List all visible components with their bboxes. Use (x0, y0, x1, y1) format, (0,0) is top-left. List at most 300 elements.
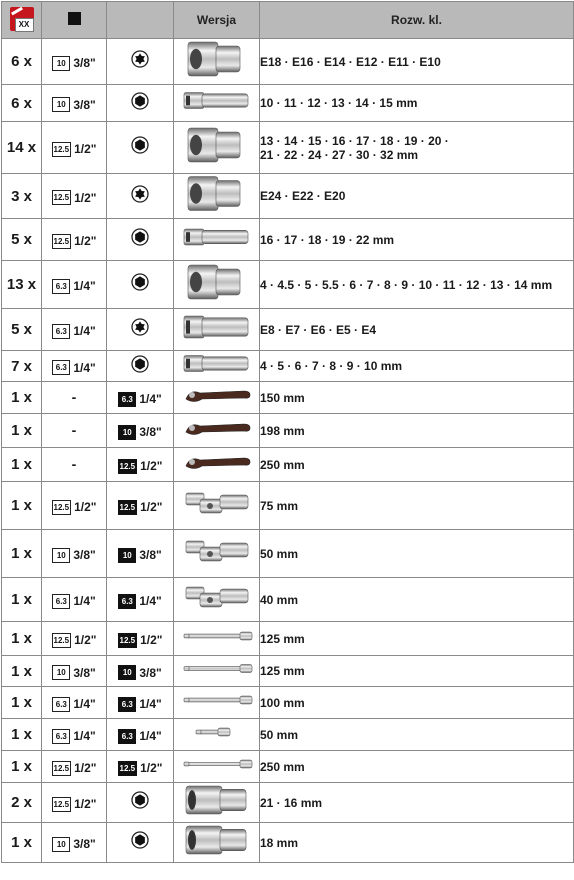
drive-cell (42, 448, 107, 482)
version-cell (174, 39, 260, 85)
table-row (2, 656, 574, 687)
drive-size-inch: 3/8" (73, 548, 96, 562)
quantity-value: 6 x (11, 53, 32, 70)
drive-size-badge (52, 142, 97, 157)
quantity-value: 14 x (6, 139, 37, 156)
size-range-text: 250 mm (260, 457, 305, 472)
extension-image (180, 688, 254, 712)
quantity-value: 1 x (11, 726, 32, 743)
drive-cell (42, 751, 107, 783)
version-cell (174, 309, 260, 351)
qty-cell (2, 174, 42, 219)
drive-size-inch: 1/4" (73, 324, 96, 338)
drive-size-mm: 10 (52, 548, 70, 563)
size-range-text: 125 mm (260, 631, 305, 646)
type-cell (107, 309, 174, 351)
extension-long-image (180, 752, 254, 776)
size-range-text: E24 · E22 · E20 (260, 189, 346, 203)
type-cell (107, 530, 174, 578)
quantity-value: 1 x (11, 694, 32, 711)
sizes-cell (260, 351, 574, 382)
size-range-text: 198 mm (260, 423, 305, 438)
table-row (2, 622, 574, 656)
sizes-cell (260, 414, 574, 448)
sizes-cell (260, 448, 574, 482)
sizes-cell (260, 122, 574, 174)
drive-size-badge (52, 697, 95, 712)
sizes-cell (260, 751, 574, 783)
output-drive-badge (118, 425, 161, 440)
output-drive-badge (118, 729, 161, 744)
drive-size-mm: 10 (118, 425, 136, 440)
not-applicable-dash: - (71, 421, 77, 438)
version-cell (174, 823, 260, 863)
qty-cell (2, 122, 42, 174)
sizes-cell (260, 687, 574, 719)
torx-profile-icon (131, 318, 149, 336)
qty-cell (2, 578, 42, 622)
qty-cell (2, 351, 42, 382)
type-cell (107, 622, 174, 656)
table-row (2, 578, 574, 622)
drive-size-mm: 10 (52, 97, 70, 112)
drive-size-mm: 12.5 (52, 142, 72, 157)
type-cell (107, 85, 174, 122)
qty-cell (2, 622, 42, 656)
version-cell (174, 578, 260, 622)
drive-size-badge (52, 324, 95, 339)
drive-size-inch: 1/2" (140, 761, 163, 775)
table-row (2, 823, 574, 863)
drive-size-badge (52, 190, 97, 205)
qty-cell (2, 656, 42, 687)
drive-size-inch: 1/2" (140, 500, 163, 514)
quantity-value: 13 x (6, 276, 37, 293)
qty-cell (2, 719, 42, 751)
hex-profile-icon (131, 831, 149, 849)
drive-size-mm: 6.3 (118, 697, 136, 712)
version-cell (174, 219, 260, 261)
sizes-cell (260, 261, 574, 309)
header-type-cell (107, 2, 174, 39)
header-version: Wersja (174, 2, 260, 39)
header-drive-cell (42, 2, 107, 39)
torx-profile-icon (131, 185, 149, 203)
quantity-value: 1 x (11, 545, 32, 562)
drive-size-inch: 1/2" (74, 234, 97, 248)
sizes-cell (260, 482, 574, 530)
type-cell (107, 219, 174, 261)
ujoint-image (180, 531, 254, 571)
table-row (2, 530, 574, 578)
drive-size-mm: 12.5 (118, 459, 138, 474)
quantity-value: 1 x (11, 834, 32, 851)
drive-size-mm: 12.5 (52, 797, 72, 812)
header-qty-cell (2, 2, 42, 39)
size-range-text: 50 mm (260, 546, 299, 561)
drive-size-inch: 3/8" (73, 837, 96, 851)
sizes-cell (260, 719, 574, 751)
socket-short-image (180, 123, 254, 167)
drive-cell (42, 719, 107, 751)
type-cell (107, 482, 174, 530)
qty-cell (2, 783, 42, 823)
drive-size-inch: 1/2" (74, 190, 97, 205)
sizes-cell (260, 578, 574, 622)
drive-size-mm: 6.3 (52, 360, 70, 375)
table-row (2, 751, 574, 783)
table-row (2, 219, 574, 261)
quantity-value: 1 x (11, 591, 32, 608)
drive-size-inch: 1/4" (73, 594, 96, 608)
drive-size-mm: 6.3 (52, 697, 70, 712)
qty-cell (2, 309, 42, 351)
table-header-row (2, 2, 574, 39)
drive-size-inch: 1/4" (139, 392, 162, 406)
square-drive-icon (68, 12, 81, 25)
drive-cell (42, 578, 107, 622)
size-range-text: 16 · 17 · 18 · 19 · 22 mm (260, 232, 395, 247)
size-range-text: 125 mm (260, 664, 305, 678)
version-cell (174, 656, 260, 687)
sizes-cell (260, 382, 574, 414)
not-applicable-dash: - (71, 388, 77, 405)
drive-size-inch: 1/4" (139, 729, 162, 743)
drive-size-badge (52, 97, 95, 112)
version-cell (174, 622, 260, 656)
version-cell (174, 85, 260, 122)
drive-size-inch: 1/2" (74, 633, 97, 647)
version-cell (174, 448, 260, 482)
size-range-text: 21 · 16 mm (260, 795, 323, 810)
output-drive-badge (118, 761, 163, 776)
sizes-cell (260, 39, 574, 85)
drive-size-mm: 10 (52, 56, 70, 71)
table-row (2, 719, 574, 751)
quantity-value: 3 x (11, 187, 32, 205)
ratchet-image (180, 449, 254, 475)
type-cell (107, 351, 174, 382)
quantity-value: 1 x (11, 389, 32, 406)
drive-cell (42, 219, 107, 261)
output-drive-badge (118, 594, 161, 609)
drive-size-inch: 1/2" (74, 761, 97, 775)
size-range-text: 18 mm (260, 835, 299, 850)
drive-size-badge (52, 837, 95, 852)
output-drive-badge (118, 500, 163, 515)
output-drive-badge (118, 392, 161, 407)
version-cell (174, 530, 260, 578)
sizes-cell (260, 219, 574, 261)
size-range-text: 100 mm (260, 695, 305, 710)
table-row (2, 351, 574, 382)
size-range-text: 4 · 4.5 · 5 · 5.5 · 6 · 7 · 8 · 9 · 10 · 11 · 12 · 13 · 14 mm (260, 277, 553, 292)
table-row (2, 482, 574, 530)
drive-size-mm: 6.3 (52, 324, 70, 339)
output-drive-badge (118, 697, 161, 712)
type-cell (107, 448, 174, 482)
drive-size-badge (52, 56, 95, 71)
qty-cell (2, 85, 42, 122)
torx-profile-icon (131, 50, 149, 68)
qty-cell (2, 823, 42, 863)
quantity-value: 1 x (11, 630, 32, 647)
drive-size-badge (52, 360, 95, 375)
table-row (2, 448, 574, 482)
extension-short-image (180, 720, 254, 744)
sizes-cell (260, 174, 574, 219)
drive-cell (42, 622, 107, 656)
socket-short-image (180, 175, 254, 212)
drive-size-mm: 6.3 (118, 729, 136, 744)
drive-size-inch: 3/8" (139, 665, 162, 680)
drive-cell (42, 783, 107, 823)
type-cell (107, 719, 174, 751)
table-body (2, 39, 574, 863)
socket-short-image (180, 40, 254, 78)
hex-profile-icon (131, 273, 149, 291)
qty-cell (2, 39, 42, 85)
size-range-text: 40 mm (260, 592, 299, 607)
header-sizes: Rozw. kl. (260, 2, 574, 39)
drive-cell (42, 530, 107, 578)
output-drive-badge (118, 459, 163, 474)
hex-profile-icon (131, 791, 149, 809)
hex-profile-icon (131, 136, 149, 154)
version-cell (174, 382, 260, 414)
quantity-value: 5 x (11, 321, 32, 338)
table-row (2, 122, 574, 174)
drive-size-mm: 6.3 (52, 594, 70, 609)
type-cell (107, 382, 174, 414)
version-cell (174, 174, 260, 219)
ratchet-image (180, 415, 254, 441)
table-row (2, 261, 574, 309)
drive-size-inch: 1/2" (74, 142, 97, 156)
sizes-cell (260, 309, 574, 351)
version-cell (174, 751, 260, 783)
drive-size-badge (52, 279, 95, 294)
drive-size-mm: 12.5 (52, 633, 72, 648)
quantity-value: 7 x (11, 357, 32, 375)
drive-size-inch: 1/4" (73, 697, 96, 711)
quantity-value: 6 x (11, 94, 32, 112)
table-row (2, 687, 574, 719)
drive-size-badge (52, 633, 97, 648)
table-row (2, 309, 574, 351)
drive-cell (42, 351, 107, 382)
drive-size-mm: 12.5 (118, 761, 138, 776)
qty-cell (2, 382, 42, 414)
drive-size-badge (52, 594, 95, 609)
quantity-value: 5 x (11, 231, 32, 248)
drive-cell (42, 414, 107, 448)
drive-size-badge (52, 548, 95, 563)
drive-cell (42, 174, 107, 219)
ratchet-image (180, 383, 254, 407)
drive-size-badge (52, 234, 97, 249)
size-range-text: 75 mm (260, 498, 299, 513)
type-cell (107, 783, 174, 823)
type-cell (107, 174, 174, 219)
spec-table (1, 1, 574, 863)
not-applicable-dash: - (71, 455, 77, 472)
output-drive-badge (118, 548, 161, 563)
drive-size-mm: 6.3 (52, 279, 70, 294)
drive-size-mm: 12.5 (52, 234, 72, 249)
drive-cell (42, 382, 107, 414)
size-range-text: 250 mm (260, 759, 305, 774)
socket-deep-image (180, 352, 254, 375)
drive-size-mm: 10 (118, 665, 136, 680)
qty-cell (2, 482, 42, 530)
drive-cell (42, 85, 107, 122)
size-range-text: 13 · 14 · 15 · 16 · 17 · 18 · 19 · 20 · (260, 133, 449, 148)
type-cell (107, 823, 174, 863)
drive-cell (42, 823, 107, 863)
sizes-cell (260, 85, 574, 122)
type-cell (107, 414, 174, 448)
qty-cell (2, 219, 42, 261)
qty-cell (2, 530, 42, 578)
quantity-value: 1 x (11, 456, 32, 473)
quantity-value: 2 x (11, 794, 32, 811)
drive-cell (42, 482, 107, 530)
drive-cell (42, 261, 107, 309)
version-cell (174, 687, 260, 719)
version-cell (174, 482, 260, 530)
drive-size-inch: 1/2" (74, 797, 97, 811)
version-cell (174, 351, 260, 382)
output-drive-badge (118, 633, 163, 648)
type-cell (107, 39, 174, 85)
size-range-text: 150 mm (260, 390, 305, 405)
socket-deep-image (180, 220, 254, 254)
size-range-text: E8 · E7 · E6 · E5 · E4 (260, 322, 377, 337)
size-range-text: 4 · 5 · 6 · 7 · 8 · 9 · 10 mm (260, 359, 403, 373)
drive-size-badge (52, 729, 95, 744)
drive-size-mm: 12.5 (118, 633, 138, 648)
drive-size-mm: 6.3 (118, 594, 136, 609)
type-cell (107, 122, 174, 174)
drive-size-badge (52, 500, 97, 515)
qty-cell (2, 687, 42, 719)
table-row (2, 85, 574, 122)
sizes-cell (260, 783, 574, 823)
socket-short-image (180, 262, 254, 302)
drive-size-inch: 1/4" (73, 360, 96, 375)
drive-size-inch: 3/8" (73, 665, 96, 680)
drive-size-mm: 10 (52, 665, 70, 680)
drive-size-badge (52, 761, 97, 776)
drive-cell (42, 309, 107, 351)
spark-socket-image (180, 824, 254, 856)
drive-size-inch: 3/8" (139, 548, 162, 562)
toolset-logo-icon (10, 7, 34, 31)
drive-size-inch: 1/2" (140, 459, 163, 473)
drive-size-mm: 12.5 (52, 761, 72, 776)
type-cell (107, 751, 174, 783)
quantity-value: 1 x (11, 662, 32, 680)
hex-profile-icon (131, 92, 149, 110)
header-badge: XX (15, 18, 34, 32)
table-row (2, 382, 574, 414)
quantity-value: 1 x (11, 422, 32, 439)
version-cell (174, 783, 260, 823)
type-cell (107, 261, 174, 309)
size-range-text: 21 · 22 · 24 · 27 · 30 · 32 mm (260, 147, 419, 162)
socket-mid-image (180, 310, 254, 344)
extension-image (180, 623, 254, 649)
size-range-text: E18 · E16 · E14 · E12 · E11 · E10 (260, 54, 441, 69)
ujoint-image (180, 483, 254, 523)
drive-cell (42, 39, 107, 85)
drive-size-inch: 3/8" (139, 425, 162, 439)
drive-cell (42, 656, 107, 687)
drive-size-inch: 3/8" (73, 97, 96, 112)
output-drive-badge (118, 665, 161, 680)
drive-size-inch: 1/2" (140, 633, 163, 647)
drive-size-inch: 1/4" (73, 729, 96, 743)
drive-size-inch: 1/4" (139, 594, 162, 608)
type-cell (107, 656, 174, 687)
version-cell (174, 122, 260, 174)
type-cell (107, 687, 174, 719)
type-cell (107, 578, 174, 622)
table-row (2, 414, 574, 448)
drive-cell (42, 122, 107, 174)
version-cell (174, 261, 260, 309)
sizes-cell (260, 530, 574, 578)
drive-size-badge (52, 665, 95, 680)
drive-size-mm: 6.3 (118, 392, 136, 407)
sizes-cell (260, 622, 574, 656)
drive-cell (42, 687, 107, 719)
hex-profile-icon (131, 355, 149, 373)
size-range-text: 10 · 11 · 12 · 13 · 14 · 15 mm (260, 96, 418, 110)
drive-size-mm: 12.5 (118, 500, 138, 515)
drive-size-badge (52, 797, 97, 812)
drive-size-mm: 12.5 (52, 190, 72, 205)
drive-size-mm: 10 (118, 548, 136, 563)
sizes-cell (260, 656, 574, 687)
spark-socket-image (180, 784, 254, 816)
hex-profile-icon (131, 228, 149, 246)
extension-image (180, 657, 254, 680)
drive-size-mm: 10 (52, 837, 70, 852)
qty-cell (2, 261, 42, 309)
version-cell (174, 719, 260, 751)
qty-cell (2, 448, 42, 482)
table-row (2, 39, 574, 85)
drive-size-inch: 1/4" (139, 697, 162, 711)
qty-cell (2, 751, 42, 783)
quantity-value: 1 x (11, 758, 32, 775)
version-cell (174, 414, 260, 448)
table-row (2, 783, 574, 823)
quantity-value: 1 x (11, 497, 32, 514)
drive-size-mm: 12.5 (52, 500, 72, 515)
size-range-text: 50 mm (260, 727, 299, 742)
sizes-cell (260, 823, 574, 863)
socket-deep-image (180, 86, 254, 115)
drive-size-inch: 1/4" (73, 279, 96, 293)
drive-size-inch: 3/8" (73, 56, 96, 70)
table-row (2, 174, 574, 219)
ujoint-image (180, 579, 254, 615)
drive-size-inch: 1/2" (74, 500, 97, 514)
drive-size-mm: 6.3 (52, 729, 70, 744)
